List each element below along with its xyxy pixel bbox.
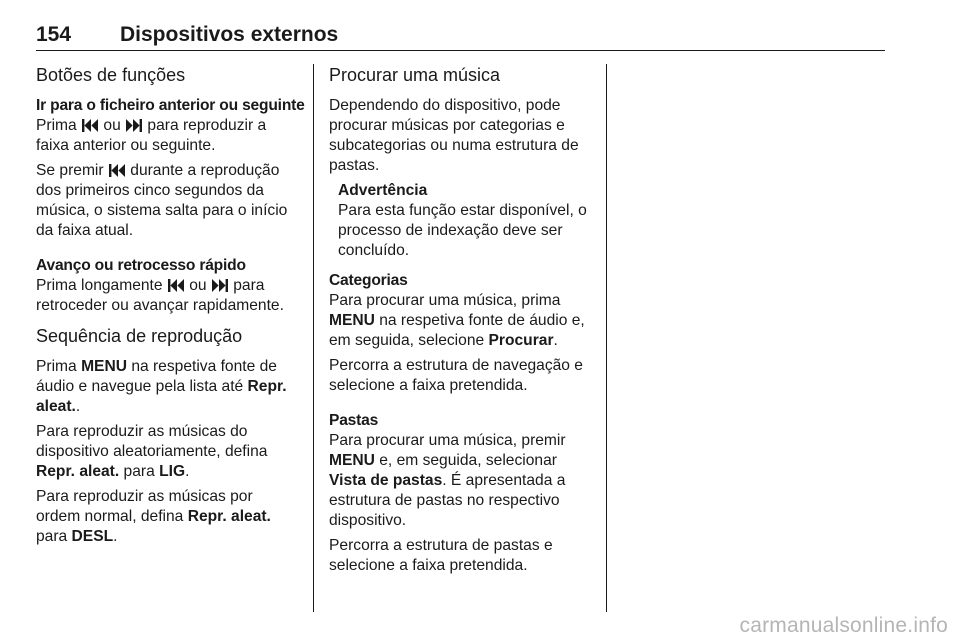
paragraph-categories-navigate: Percorra a estrutura de navegação e selecione a faixa pretendida. [329, 357, 583, 394]
paragraph-folders: Para procurar uma música, premir MENU e, em seguida, selecionar Vista de pastas. É apresentada a estrutura de pastas no respectivo dispositivo. [329, 432, 566, 529]
page-header [36, 22, 885, 51]
next-track-icon [126, 119, 142, 132]
subheading-categories: Categorias [329, 272, 408, 289]
paragraph-skip: Prima ou para reproduzir a faixa anterior ou seguinte. [36, 117, 267, 154]
paragraph-shuffle-menu: Prima MENU na respetiva fonte de áudio e navegue pela lista até Repr. aleat.. [36, 358, 287, 415]
watermark: carmanualsonline.info [739, 614, 948, 637]
note-text: Para esta função estar disponível, o processo de indexação deve ser concluído. [338, 202, 587, 259]
paragraph-shuffle-on: Para reproduzir as músicas do dispositivo aleatoriamente, defina Repr. aleat. para LIG. [36, 423, 268, 480]
previous-track-icon [168, 279, 184, 292]
section-heading-function-buttons: Botões de funções [36, 65, 186, 85]
section-heading-search-music: Procurar uma música [329, 65, 501, 85]
paragraph-fast: Prima longamente ou para retroceder ou avançar rapidamente. [36, 277, 284, 314]
paragraph-intro: Dependendo do dispositivo, pode procurar músicas por categorias e subcategorias ou numa estrutura de pastas. [329, 97, 579, 174]
paragraph-categories: Para procurar uma música, prima MENU na respetiva fonte de áudio e, em seguida, selecione Procurar. [329, 292, 585, 349]
chapter-title: Dispositivos externos [120, 23, 339, 46]
middle-column [329, 64, 595, 581]
column-divider-2 [606, 64, 607, 612]
left-column [36, 64, 305, 552]
subheading-skip-track: Ir para o ficheiro anterior ou seguinte [36, 97, 305, 114]
paragraph-restart: Se premir durante a reprodução dos primeiros cinco segundos da música, o sistema salta para o início da faixa atual. [36, 162, 288, 239]
next-track-icon [212, 279, 228, 292]
section-heading-playback-order: Sequência de reprodução [36, 326, 243, 346]
warning-note [329, 181, 595, 261]
subheading-fast-forward: Avanço ou retrocesso rápido [36, 257, 246, 274]
previous-track-icon [109, 164, 125, 177]
note-title: Advertência [338, 182, 428, 199]
previous-track-icon [82, 119, 98, 132]
page-number: 154 [36, 23, 72, 46]
subheading-folders: Pastas [329, 412, 379, 429]
column-divider-1 [313, 64, 314, 612]
paragraph-folders-navigate: Percorra a estrutura de pastas e selecione a faixa pretendida. [329, 537, 553, 574]
paragraph-shuffle-off: Para reproduzir as músicas por ordem normal, defina Repr. aleat. para DESL. [36, 488, 271, 545]
